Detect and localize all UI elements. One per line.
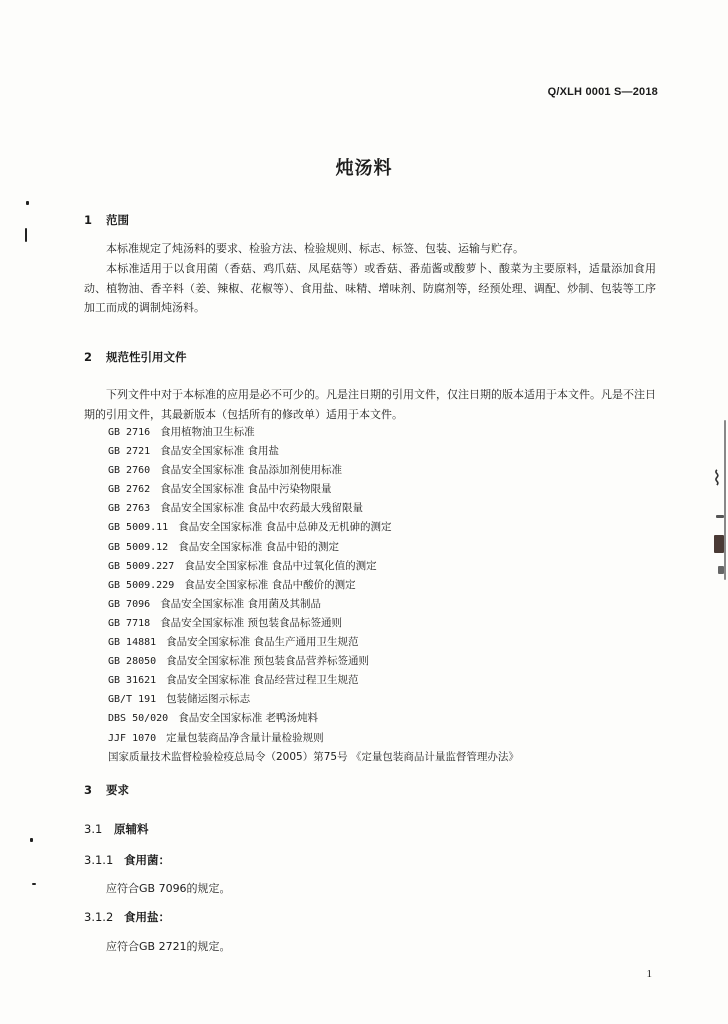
scope-paragraph-2: 本标准适用于以食用菌（香菇、鸡爪菇、凤尾菇等）或香菇、番茄酱或酸萝卜、酸菜为主要原料，适量添加食用动、植物油、香辛料（姜、辣椒、花椒等）、食用盐、味精、增味剂、防腐剂等，经预处理、调配、炒制、包装等工序加工而成的调制炖汤料。 [84,262,656,314]
reference-item [108,576,519,595]
section-title: 要求 [106,783,129,797]
subsection-3-1-2-heading [84,909,170,925]
reference-title: 食品安全国家标准 食品中污染物限量 [160,483,332,496]
reference-title: 食品安全国家标准 食品中农药最大残留限量 [160,502,363,515]
reference-item [108,729,519,748]
reference-code: GB 2721 [108,446,151,458]
document-title: 炖汤料 [335,158,393,179]
reference-code: GB 7096 [108,598,151,610]
section-number: 3 [84,783,93,797]
reference-title: 食用植物油卫生标准 [160,426,255,438]
scan-speck [714,535,724,553]
reference-title: 食品安全国家标准 食品中过氧化值的测定 [184,559,377,572]
scan-speck [718,566,724,574]
reference-item [108,423,519,442]
reference-code: GB 5009.229 [108,579,175,591]
subsection-title: 原辅料 [114,822,149,836]
reference-item [108,461,519,480]
subsection-3-1-heading [84,821,149,837]
reference-item [108,709,519,728]
reference-title: 食品安全国家标准 预包装食品营养标签通则 [166,655,370,668]
standard-code: Q/XLH 0001 S—2018 [547,86,658,98]
reference-code: GB 5009.11 [108,522,169,534]
reference-item [108,652,519,671]
subsection-3-1-1-text: 应符合GB 7096的规定。 [106,882,231,895]
reference-title: 食品安全国家标准 食用菌及其制品 [160,597,321,610]
reference-item [108,633,519,652]
reference-item [108,690,519,709]
reference-title: 食品安全国家标准 食品中总砷及无机砷的测定 [178,521,392,534]
reference-code: GB 7718 [108,617,151,629]
subsection-title: 食用菌： [124,853,170,867]
reference-title: 食品安全国家标准 食品添加剂使用标准 [160,464,342,477]
reference-title: 食品安全国家标准 食品生产通用卫生规范 [166,636,359,649]
section-1-heading [84,212,129,228]
section-title: 规范性引用文件 [106,350,187,364]
reference-title: 食品安全国家标准 食用盐 [160,445,279,458]
subsection-number: 3.1.2 [84,910,114,924]
reference-code: GB 2763 [108,503,151,515]
reference-code: GB 2716 [108,427,151,438]
scan-speck [30,838,33,842]
section-2-heading [84,349,187,365]
scan-speck [25,228,27,242]
reference-item [108,748,519,767]
reference-item [108,671,519,690]
subsection-3-1-2-text: 应符合GB 2721的规定。 [106,940,231,953]
reference-item [108,442,519,461]
reference-item [108,499,519,518]
reference-item [108,518,519,537]
reference-list [108,423,519,767]
reference-code: GB/T 191 [108,694,157,706]
reference-title: 食品安全国家标准 食品经营过程卫生规范 [166,674,359,687]
references-intro: 下列文件中对于本标准的应用是必不可少的。凡是注日期的引用文件，仅注日期的版本适用于本文件。凡是不注日期的引用文件，其最新版本（包括所有的修改单）适用于本文件。 [84,388,656,421]
bleed-through-mark: ⌇ [712,466,722,490]
reference-item [108,480,519,499]
subsection-number: 3.1.1 [84,853,114,867]
reference-title: 食品安全国家标准 食品中铅的测定 [178,540,340,553]
reference-title: 国家质量技术监督检验检疫总局令（2005）第75号 《定量包装商品计量监督管理办法》 [108,750,519,763]
reference-item [108,538,519,557]
reference-code: GB 2762 [108,484,151,496]
subsection-number: 3.1 [84,822,103,836]
section-3-heading [84,782,129,798]
reference-title: 定量包装商品净含量计量检验规则 [166,731,324,744]
subsection-3-1-1-heading [84,852,170,868]
scan-speck [32,883,36,885]
scan-speck [26,201,29,205]
reference-title: 食品安全国家标准 预包装食品标签通则 [160,616,342,629]
reference-code: GB 5009.12 [108,541,169,553]
reference-title: 食品安全国家标准 食品中酸价的测定 [184,578,356,591]
reference-title: 食品安全国家标准 老鸭汤炖料 [178,712,319,725]
reference-item [108,557,519,576]
reference-item [108,614,519,633]
subsection-title: 食用盐： [124,910,170,924]
scope-paragraph-1: 本标准规定了炖汤料的要求、检验方法、检验规则、标志、标签、包装、运输与贮存。 [106,242,524,255]
reference-item [108,595,519,614]
reference-code: GB 5009.227 [108,560,175,572]
page-number: 1 [646,968,652,980]
section-title: 范围 [106,213,129,227]
reference-code: GB 28050 [108,656,157,668]
reference-code: GB 2760 [108,465,151,477]
reference-code: JJF 1070 [108,732,157,744]
section-number: 1 [84,213,93,227]
scan-speck [716,515,724,518]
reference-code: GB 14881 [108,637,157,649]
reference-code: DBS 50/020 [108,713,169,725]
reference-code: GB 31621 [108,675,157,687]
reference-title: 包装储运图示标志 [166,693,251,706]
scan-edge-line [724,420,726,580]
section-number: 2 [84,350,93,364]
